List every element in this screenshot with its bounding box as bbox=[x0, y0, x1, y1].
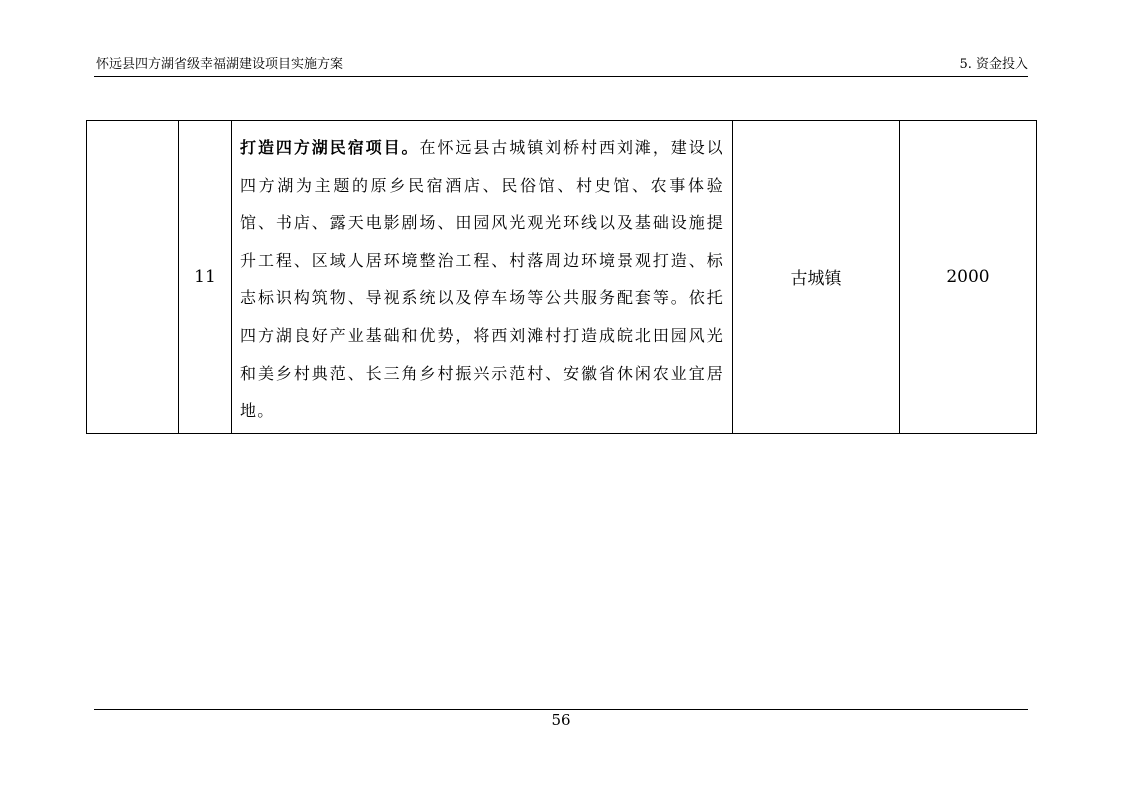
index-cell: 11 bbox=[179, 121, 232, 434]
header-divider bbox=[94, 76, 1028, 77]
description-cell bbox=[232, 121, 733, 434]
document-title: 怀远县四方湖省级幸福湖建设项目实施方案 bbox=[96, 57, 344, 72]
location-cell: 古城镇 bbox=[733, 121, 900, 434]
footer-divider bbox=[94, 709, 1028, 710]
page-number: 56 bbox=[551, 711, 571, 729]
project-title: 打造四方湖民宿项目。 bbox=[240, 138, 420, 157]
category-cell bbox=[87, 121, 179, 434]
table-row bbox=[87, 121, 1037, 434]
investment-cell: 2000 bbox=[900, 121, 1037, 434]
project-description: 在怀远县古城镇刘桥村西刘滩，建设以四方湖为主题的原乡民宿酒店、民俗馆、村史馆、农事体验馆、书店、露天电影剧场、田园风光观光环线以及基础设施提升工程、区域人居环境整治工程、村落周边环境景观打造、标志标识构筑物、导视系统以及停车场等公共服务配套等。依托四方湖良好产业基础和优势，将西刘滩村打造成皖北田园风光和美乡村典范、长三角乡村振兴示范村、安徽省休闲农业宜居地。 bbox=[240, 138, 724, 421]
project-table bbox=[86, 120, 1037, 434]
section-label: 5. 资金投入 bbox=[959, 57, 1028, 72]
